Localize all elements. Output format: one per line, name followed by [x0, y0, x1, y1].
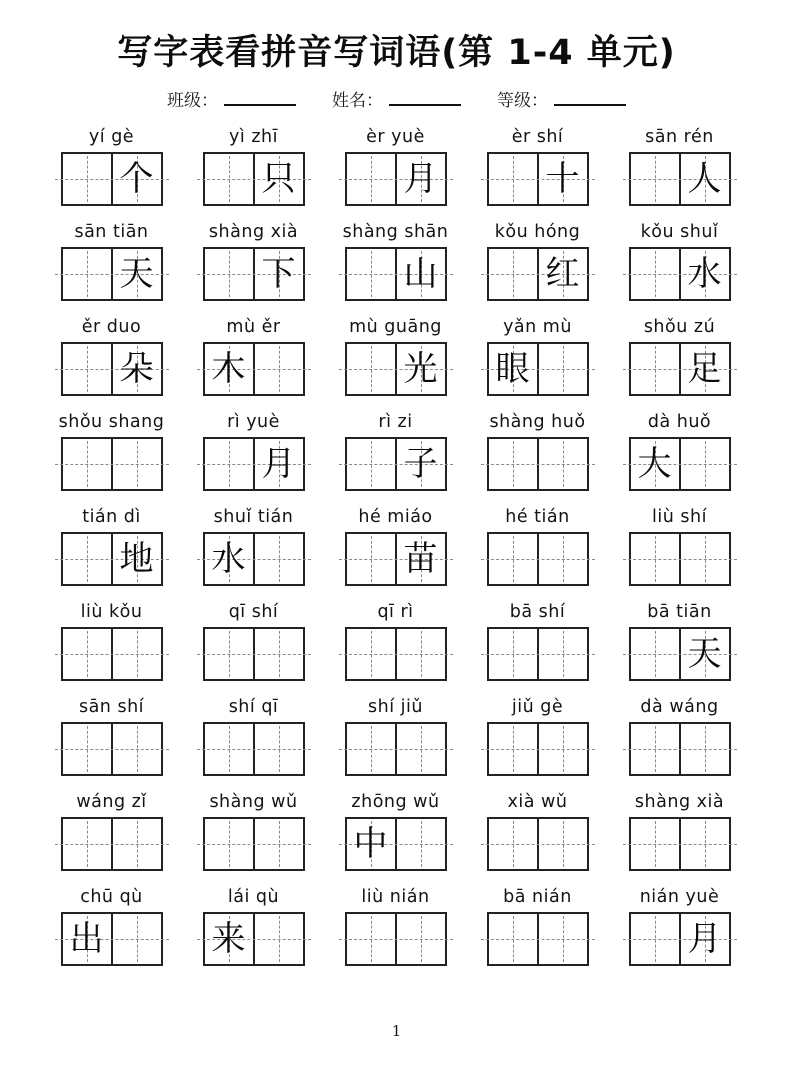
pinyin-label: èr yuè — [366, 127, 425, 147]
model-character: 足 — [687, 349, 722, 389]
writing-box — [61, 247, 163, 301]
box-horizontal-guide — [339, 654, 453, 655]
pinyin-label: shàng xià — [208, 222, 299, 242]
pinyin-label: qī shí — [228, 602, 279, 622]
model-character: 来 — [211, 919, 246, 959]
box-horizontal-guide — [481, 939, 595, 940]
writing-box — [487, 912, 589, 966]
exercise-item — [467, 315, 609, 410]
exercise-item — [183, 315, 325, 410]
pinyin-label: qī rì — [377, 602, 414, 622]
pinyin-label: liù kǒu — [80, 602, 143, 622]
writing-box — [345, 152, 447, 206]
box-horizontal-guide — [55, 844, 169, 845]
page-title: 写字表看拼音写词语(第 1-4 单元) — [117, 33, 676, 73]
writing-box — [203, 342, 305, 396]
exercise-item — [325, 315, 467, 410]
model-character: 人 — [687, 159, 722, 199]
writing-box — [487, 532, 589, 586]
model-character: 光 — [403, 349, 438, 389]
writing-box — [487, 722, 589, 776]
pinyin-label: shí qī — [228, 697, 279, 717]
box-horizontal-guide — [623, 844, 737, 845]
pinyin-label: bā nián — [503, 887, 572, 907]
exercise-item — [609, 885, 751, 980]
box-horizontal-guide — [55, 749, 169, 750]
pinyin-label: bā shí — [509, 602, 566, 622]
pinyin-label: kǒu hóng — [494, 222, 581, 242]
exercise-item — [41, 600, 183, 695]
pinyin-label: sān tiān — [74, 222, 149, 242]
box-horizontal-guide — [623, 179, 737, 180]
pinyin-label: liù nián — [361, 887, 430, 907]
pinyin-label: yǎn mù — [503, 317, 572, 337]
model-character: 天 — [119, 254, 154, 294]
box-horizontal-guide — [339, 464, 453, 465]
writing-box — [345, 342, 447, 396]
box-horizontal-guide — [623, 749, 737, 750]
writing-box — [629, 627, 731, 681]
writing-box — [629, 722, 731, 776]
writing-box — [629, 912, 731, 966]
pinyin-label: shǒu zú — [643, 317, 716, 337]
box-horizontal-guide — [197, 654, 311, 655]
model-character: 朵 — [119, 349, 154, 389]
exercise-item — [467, 505, 609, 600]
pinyin-label: liù shí — [652, 507, 707, 527]
exercise-item — [183, 695, 325, 790]
writing-box — [345, 722, 447, 776]
exercise-item — [41, 410, 183, 505]
model-character: 个 — [119, 159, 154, 199]
model-character: 天 — [687, 634, 722, 674]
exercise-item — [325, 885, 467, 980]
pinyin-label: shí jiǔ — [368, 697, 423, 717]
exercise-item — [41, 315, 183, 410]
writing-box — [203, 817, 305, 871]
exercise-item — [183, 505, 325, 600]
page-number: 1 — [391, 1022, 402, 1040]
model-character: 大 — [637, 444, 672, 484]
writing-box — [487, 437, 589, 491]
exercise-item — [609, 505, 751, 600]
box-horizontal-guide — [623, 654, 737, 655]
box-horizontal-guide — [623, 464, 737, 465]
pinyin-label: mù guāng — [349, 317, 442, 337]
model-character: 十 — [545, 159, 580, 199]
exercise-item — [467, 410, 609, 505]
writing-box — [61, 532, 163, 586]
exercise-item — [609, 410, 751, 505]
box-horizontal-guide — [55, 179, 169, 180]
pinyin-label: zhōng wǔ — [351, 792, 440, 812]
exercise-item — [609, 695, 751, 790]
exercise-item — [41, 125, 183, 220]
student-info-line — [0, 86, 793, 111]
pinyin-label: sān shí — [78, 697, 145, 717]
box-horizontal-guide — [623, 559, 737, 560]
box-horizontal-guide — [55, 369, 169, 370]
writing-box — [203, 722, 305, 776]
pinyin-label: èr shí — [511, 127, 564, 147]
box-horizontal-guide — [197, 464, 311, 465]
box-horizontal-guide — [623, 274, 737, 275]
pinyin-label: dà wáng — [640, 697, 719, 717]
meta-field-name — [332, 86, 461, 111]
exercise-item — [325, 695, 467, 790]
exercise-item — [467, 885, 609, 980]
pinyin-label: shuǐ tián — [213, 507, 294, 527]
box-horizontal-guide — [481, 559, 595, 560]
pinyin-label: rì zi — [378, 412, 413, 432]
exercise-item — [325, 790, 467, 885]
pinyin-label: shàng shān — [342, 222, 449, 242]
pinyin-label: yí gè — [88, 127, 135, 147]
exercise-item — [41, 885, 183, 980]
exercise-item — [467, 600, 609, 695]
box-horizontal-guide — [339, 844, 453, 845]
box-horizontal-guide — [55, 939, 169, 940]
box-horizontal-guide — [55, 464, 169, 465]
exercise-item — [609, 220, 751, 315]
writing-box — [487, 152, 589, 206]
model-character: 苗 — [403, 539, 438, 579]
model-character: 木 — [211, 349, 246, 389]
model-character: 月 — [687, 919, 722, 959]
writing-box — [487, 342, 589, 396]
box-horizontal-guide — [197, 749, 311, 750]
model-character: 子 — [403, 444, 438, 484]
exercise-item — [41, 220, 183, 315]
writing-box — [203, 437, 305, 491]
class-blank-line[interactable] — [224, 90, 296, 106]
exercise-item — [41, 505, 183, 600]
pinyin-label: bā tiān — [647, 602, 712, 622]
pinyin-label: shǒu shang — [58, 412, 165, 432]
exercise-item — [183, 220, 325, 315]
exercise-item — [325, 220, 467, 315]
exercise-grid — [41, 125, 753, 980]
box-horizontal-guide — [197, 274, 311, 275]
box-horizontal-guide — [623, 939, 737, 940]
pinyin-label: mù ěr — [226, 317, 281, 337]
writing-box — [61, 437, 163, 491]
exercise-item — [609, 315, 751, 410]
box-horizontal-guide — [481, 844, 595, 845]
pinyin-label: sān rén — [645, 127, 714, 147]
writing-box — [61, 152, 163, 206]
writing-box — [629, 817, 731, 871]
box-horizontal-guide — [197, 939, 311, 940]
exercise-item — [467, 790, 609, 885]
writing-box — [203, 627, 305, 681]
model-character: 山 — [403, 254, 438, 294]
writing-box — [629, 437, 731, 491]
box-horizontal-guide — [481, 369, 595, 370]
exercise-item — [467, 125, 609, 220]
model-character: 下 — [261, 254, 296, 294]
pinyin-label: nián yuè — [639, 887, 720, 907]
exercise-item — [325, 505, 467, 600]
box-horizontal-guide — [481, 749, 595, 750]
writing-box — [345, 817, 447, 871]
writing-box — [203, 152, 305, 206]
writing-box — [61, 817, 163, 871]
box-horizontal-guide — [197, 369, 311, 370]
exercise-item — [183, 885, 325, 980]
box-horizontal-guide — [481, 464, 595, 465]
exercise-item — [609, 790, 751, 885]
pinyin-label: hé tián — [505, 507, 570, 527]
box-horizontal-guide — [339, 369, 453, 370]
writing-box — [345, 532, 447, 586]
pinyin-label: wáng zǐ — [76, 792, 147, 812]
exercise-item — [183, 600, 325, 695]
writing-box — [345, 437, 447, 491]
writing-box — [629, 152, 731, 206]
pinyin-label: lái qù — [227, 887, 280, 907]
exercise-item — [467, 220, 609, 315]
exercise-item — [325, 125, 467, 220]
exercise-item — [41, 790, 183, 885]
model-character: 红 — [545, 254, 580, 294]
writing-box — [203, 532, 305, 586]
writing-box — [203, 912, 305, 966]
writing-box — [203, 247, 305, 301]
writing-box — [629, 342, 731, 396]
model-character: 中 — [353, 824, 388, 864]
exercise-item — [609, 600, 751, 695]
pinyin-label: kǒu shuǐ — [640, 222, 719, 242]
exercise-item — [41, 695, 183, 790]
writing-box — [61, 342, 163, 396]
pinyin-label: xià wǔ — [507, 792, 568, 812]
meta-label-grade: 等级： — [497, 91, 548, 111]
box-horizontal-guide — [339, 274, 453, 275]
pinyin-label: jiǔ gè — [511, 697, 564, 717]
box-horizontal-guide — [481, 654, 595, 655]
writing-box — [487, 817, 589, 871]
exercise-item — [467, 695, 609, 790]
pinyin-label: shàng huǒ — [489, 412, 586, 432]
writing-box — [61, 627, 163, 681]
writing-box — [629, 532, 731, 586]
exercise-item — [183, 410, 325, 505]
pinyin-label: ěr duo — [81, 317, 142, 337]
pinyin-label: hé miáo — [358, 507, 433, 527]
pinyin-label: shàng xià — [634, 792, 725, 812]
box-horizontal-guide — [339, 939, 453, 940]
exercise-item — [183, 125, 325, 220]
model-character: 水 — [211, 539, 246, 579]
box-horizontal-guide — [55, 274, 169, 275]
writing-box — [345, 627, 447, 681]
model-character: 月 — [261, 444, 296, 484]
exercise-item — [325, 600, 467, 695]
meta-label-name: 姓名： — [332, 91, 383, 111]
model-character: 地 — [119, 539, 154, 579]
model-character: 出 — [69, 919, 104, 959]
writing-box — [629, 247, 731, 301]
grade-blank-line[interactable] — [554, 90, 626, 106]
model-character: 眼 — [495, 349, 530, 389]
pinyin-label: tián dì — [82, 507, 141, 527]
pinyin-label: shàng wǔ — [209, 792, 298, 812]
pinyin-label: dà huǒ — [647, 412, 712, 432]
model-character: 水 — [687, 254, 722, 294]
meta-label-class: 班级： — [167, 91, 218, 111]
pinyin-label: rì yuè — [227, 412, 280, 432]
exercise-item — [325, 410, 467, 505]
meta-field-class — [167, 86, 296, 111]
writing-box — [345, 247, 447, 301]
box-horizontal-guide — [339, 179, 453, 180]
exercise-item — [183, 790, 325, 885]
box-horizontal-guide — [339, 749, 453, 750]
writing-box — [345, 912, 447, 966]
box-horizontal-guide — [339, 559, 453, 560]
exercise-item — [609, 125, 751, 220]
model-character: 只 — [261, 159, 296, 199]
box-horizontal-guide — [197, 179, 311, 180]
writing-box — [487, 627, 589, 681]
writing-box — [61, 722, 163, 776]
box-horizontal-guide — [623, 369, 737, 370]
writing-box — [61, 912, 163, 966]
meta-field-grade — [497, 86, 626, 111]
box-horizontal-guide — [197, 559, 311, 560]
writing-box — [487, 247, 589, 301]
box-horizontal-guide — [481, 274, 595, 275]
pinyin-label: chū qù — [80, 887, 143, 907]
pinyin-label: yì zhī — [229, 127, 278, 147]
box-horizontal-guide — [481, 179, 595, 180]
box-horizontal-guide — [197, 844, 311, 845]
name-blank-line[interactable] — [389, 90, 461, 106]
model-character: 月 — [403, 159, 438, 199]
box-horizontal-guide — [55, 654, 169, 655]
box-horizontal-guide — [55, 559, 169, 560]
